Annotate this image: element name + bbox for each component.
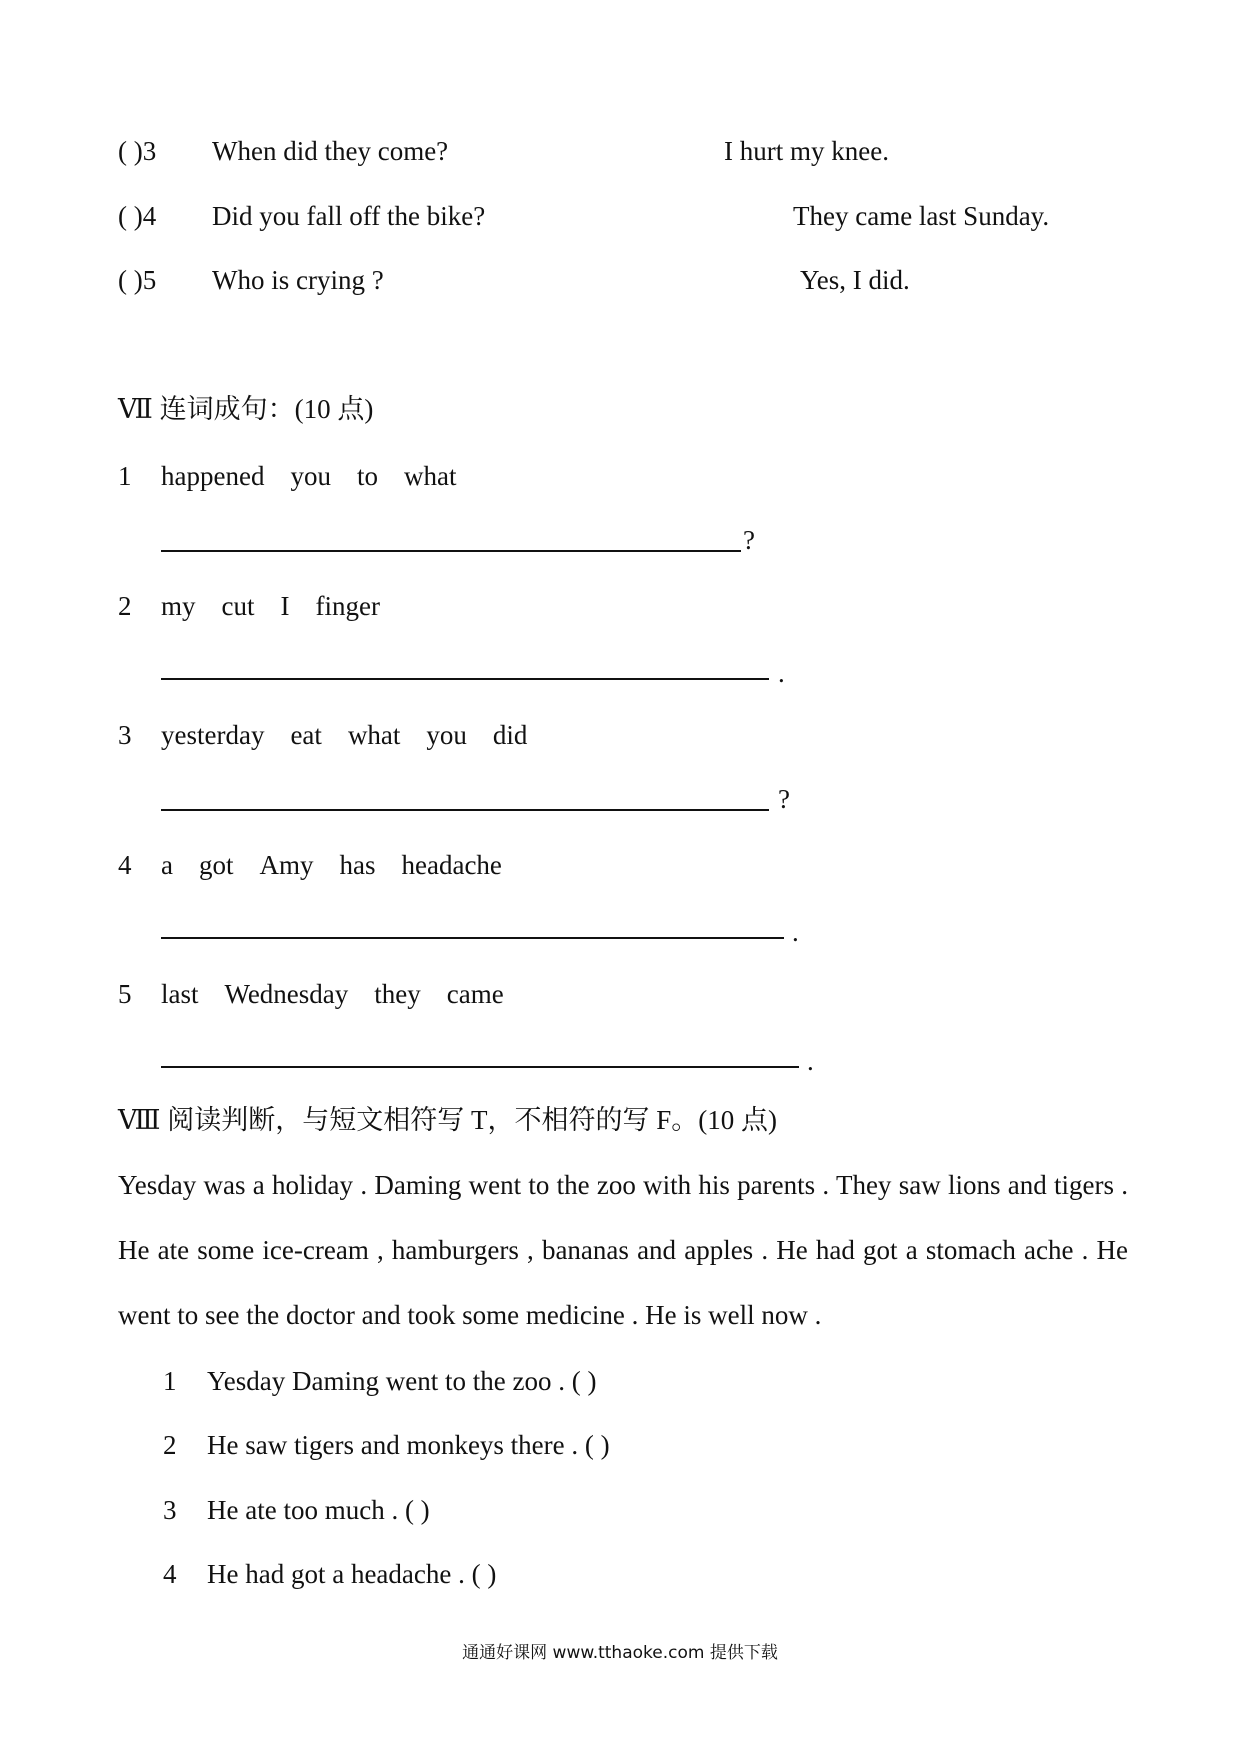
scramble-number: 5 (118, 979, 132, 1009)
end-punctuation: . (792, 917, 799, 947)
tf-number: 4 (163, 1559, 177, 1589)
matching-label-3: ( )3 (118, 136, 157, 166)
scramble-word: eat (290, 720, 322, 750)
answer-line[interactable] (161, 937, 784, 939)
scramble-words (161, 722, 553, 749)
scramble-word: a (161, 850, 173, 880)
scramble-word: you (290, 461, 331, 491)
matching-label-4: ( )4 (118, 201, 157, 231)
scramble-word: Amy (259, 850, 314, 880)
section-7-heading: Ⅶ 连词成句：(10 点) (118, 394, 374, 424)
section-8-heading: Ⅷ 阅读判断，与短文相符写 T，不相符的写 F。(10 点) (118, 1105, 778, 1135)
scramble-word: last (161, 979, 199, 1009)
scramble-words (161, 593, 406, 620)
matching-answer-c: Yes, I did. (800, 265, 910, 295)
tf-statement: He had got a headache . ( ) (207, 1559, 497, 1589)
scramble-words (161, 852, 528, 879)
answer-line[interactable] (161, 809, 769, 811)
tf-number: 3 (163, 1495, 177, 1525)
scramble-word: cut (221, 591, 255, 621)
matching-question-4: Did you fall off the bike? (212, 201, 486, 231)
tf-statement: Yesday Daming went to the zoo . ( ) (207, 1366, 597, 1396)
reading-passage: Yesday was a holiday . Daming went to the zoo with his parents . They saw lions and tigers . He ate some ice-cream , hamburgers , bananas and apples . He had got a stomach ache . He went to see the doctor and took some medicine . He is well now . (118, 1170, 1128, 1330)
scramble-word: I (280, 591, 290, 621)
matching-answer-a: I hurt my knee. (724, 136, 889, 166)
scramble-word: what (403, 461, 457, 491)
answer-line[interactable] (161, 678, 769, 680)
scramble-word: has (339, 850, 376, 880)
scramble-word: you (426, 720, 467, 750)
matching-answer-b: They came last Sunday. (793, 201, 1050, 231)
scramble-word: finger (315, 591, 380, 621)
tf-number: 1 (163, 1366, 177, 1396)
scramble-word: what (347, 720, 401, 750)
scramble-number: 2 (118, 591, 132, 621)
end-punctuation: ? (743, 525, 755, 555)
scramble-word: got (198, 850, 234, 880)
scramble-number: 3 (118, 720, 132, 750)
scramble-word: they (374, 979, 421, 1009)
scramble-word: my (161, 591, 196, 621)
scramble-number: 1 (118, 461, 132, 491)
answer-line[interactable] (161, 1066, 799, 1068)
scramble-number: 4 (118, 850, 132, 880)
scramble-word: headache (401, 850, 502, 880)
tf-statement: He saw tigers and monkeys there . ( ) (207, 1430, 610, 1460)
footer-watermark: 通通好课网 www.tthaoke.com 提供下载 (462, 1643, 778, 1663)
answer-line[interactable] (161, 550, 741, 552)
end-punctuation: . (807, 1046, 814, 1076)
scramble-word: happened (161, 461, 265, 491)
matching-label-5: ( )5 (118, 265, 157, 295)
scramble-word: to (356, 461, 378, 491)
end-punctuation: . (778, 658, 785, 688)
scramble-word: did (492, 720, 528, 750)
scramble-words (161, 463, 482, 490)
scramble-word: came (446, 979, 504, 1009)
scramble-word: yesterday (161, 720, 265, 750)
scramble-word: Wednesday (224, 979, 349, 1009)
tf-number: 2 (163, 1430, 177, 1460)
matching-question-3: When did they come? (212, 136, 449, 166)
matching-question-5: Who is crying ? (212, 265, 384, 295)
scramble-words (161, 981, 530, 1008)
tf-statement: He ate too much . ( ) (207, 1495, 430, 1525)
end-punctuation: ? (778, 784, 790, 814)
